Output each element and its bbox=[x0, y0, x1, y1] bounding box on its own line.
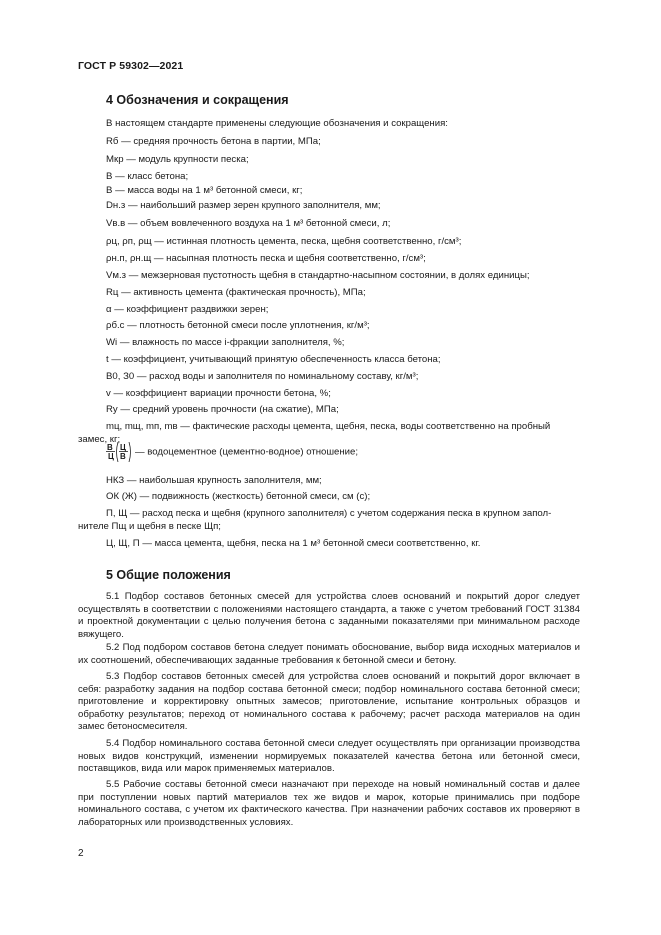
def-item: ρб.с — плотность бетонной смеси после уплотнения, кг/м³; bbox=[106, 320, 370, 331]
page-number: 2 bbox=[78, 848, 84, 859]
frac-top-left: В bbox=[107, 443, 113, 452]
def-item: Rб — средняя прочность бетона в партии, МПа; bbox=[106, 136, 321, 147]
def-item: ρц, ρп, ρщ — истинная плотность цемента, песка, щебня соответственно, г/см³; bbox=[106, 236, 462, 247]
def-item: Vв.в — объем вовлеченного воздуха на 1 м³ бетонной смеси, л; bbox=[106, 218, 391, 229]
def-item: Ц, Щ, П — масса цемента, щебня, песка на 1 м³ бетонной смеси соответственно, кг. bbox=[106, 538, 481, 549]
document-header: ГОСТ Р 59302—2021 bbox=[78, 60, 184, 72]
def-item: НКЗ — наибольшая крупность заполнителя, мм; bbox=[106, 475, 322, 486]
def-item: Dн.з — наибольший размер зерен крупного заполнителя, мм; bbox=[106, 200, 381, 211]
wc-fraction bbox=[106, 442, 132, 462]
def-item-continued: нителе Пщ и щебня в песке Щп; bbox=[78, 521, 221, 532]
def-item: ρн.п, ρн.щ — насыпная плотность песка и щебня соответственно, г/см³; bbox=[106, 253, 426, 264]
section-4-title: 4 Обозначения и сокращения bbox=[106, 93, 289, 107]
def-item: ОК (Ж) — подвижность (жесткость) бетонной смеси, см (с); bbox=[106, 491, 371, 502]
wc-text: — водоцементное (цементно-водное) отношение; bbox=[135, 446, 359, 458]
def-item: mц, mщ, mп, mв — фактические расходы цемента, щебня, песка, воды соответственно на пробный bbox=[106, 421, 551, 432]
paragraph-5-3: 5.3 Подбор составов бетонных смесей для устройства слоев оснований и покрытий дорог включает в себя: разработку задания на подбор состава бетонной смеси; подбор номинального состава бетонной смеси; приготовление и корректировку опытных замесов; приготовление, испытание контрольных образцов и обработку результатов; переход от номинального состава к рабочему; расчет расхода материалов на один замес бетоносмесителя. bbox=[78, 671, 580, 732]
frac-brackets bbox=[106, 442, 132, 462]
def-item: В — масса воды на 1 м³ бетонной смеси, кг; bbox=[106, 185, 303, 196]
def-item: П, Щ — расход песка и щебня (крупного заполнителя) с учетом содержания песка в крупном запол- bbox=[106, 508, 552, 519]
frac-bottom-right: В bbox=[120, 452, 126, 461]
def-item: В0, З0 — расход воды и заполнителя по номинальному составу, кг/м³; bbox=[106, 371, 419, 382]
def-item: Мкр — модуль крупности песка; bbox=[106, 154, 249, 165]
def-item-wc bbox=[106, 442, 358, 463]
paragraph-5-5: 5.5 Рабочие составы бетонной смеси назначают при переходе на новый номинальный состав и далее при поступлении новых партий материалов тех же видов и марок, которые принимались при подборе номинального состава, с учетом их фактического качества. При назначении рабочих составов их проверяют в лабораторных или производственных условиях. bbox=[78, 779, 580, 828]
paragraph-5-2: 5.2 Под подбором составов бетона следует понимать обоснование, выбор вида исходных материалов и их соотношений, обеспечивающих заданные требования к бетонной смеси и бетону. bbox=[78, 642, 580, 666]
def-item: Vм.з — межзерновая пустотность щебня в стандартно-насыпном состоянии, в долях единицы; bbox=[106, 270, 530, 281]
def-item: Ry — средний уровень прочности (на сжатие), МПа; bbox=[106, 404, 339, 415]
section-5-title: 5 Общие положения bbox=[106, 568, 231, 582]
frac-bottom-left: Ц bbox=[108, 452, 114, 461]
def-item: B — класс бетона; bbox=[106, 171, 189, 182]
def-item-continued: замес, кг; bbox=[78, 434, 121, 445]
paragraph-5-1: 5.1 Подбор составов бетонных смесей для устройства слоев оснований и покрытий дорог следует осуществлять в соответствии с положениями настоящего стандарта, а также с учетом требований ГОСТ 31384 и проектной документации с целью получения бетона с заданными показателями при минимальном расходе вяжущего. bbox=[78, 591, 580, 640]
def-item: Rц — активность цемента (фактическая прочность), МПа; bbox=[106, 287, 366, 298]
def-item: v — коэффициент вариации прочности бетона, %; bbox=[106, 388, 331, 399]
frac-top-right: Ц bbox=[120, 443, 126, 452]
def-item: t — коэффициент, учитывающий принятую обеспеченность класса бетона; bbox=[106, 354, 441, 365]
paragraph-5-4: 5.4 Подбор номинального состава бетонной смеси следует осуществлять при организации производства новых видов конструкций, изменении нормируемых показателей качества бетона или бетонной смеси, поставщиков, вида или марок применяемых материалов. bbox=[78, 738, 580, 774]
def-item: α — коэффициент раздвижки зерен; bbox=[106, 304, 269, 315]
def-item: Wi — влажность по массе i-фракции заполнителя, %; bbox=[106, 337, 345, 348]
section-4-intro: В настоящем стандарте применены следующие обозначения и сокращения: bbox=[106, 118, 448, 129]
